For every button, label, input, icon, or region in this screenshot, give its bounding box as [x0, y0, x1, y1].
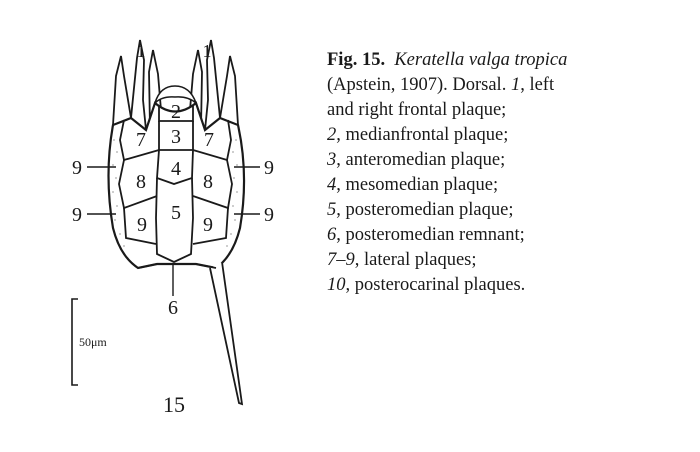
- caption-entry-text: , posteromedian plaque;: [336, 200, 514, 220]
- caption-entry: [327, 148, 697, 173]
- caption-entry-text: , posteromedian remnant;: [336, 225, 525, 245]
- keratella-lorica-diagram: [0, 0, 320, 452]
- caption-entry-num: 2: [327, 125, 337, 145]
- caption-entry: [327, 248, 697, 273]
- label-9-outer-left-lower: 9: [72, 204, 82, 226]
- caption-entry-text: , medianfrontal plaque;: [336, 125, 509, 145]
- caption-entry-text: , posterocarinal plaques.: [345, 275, 526, 295]
- label-9-outer-left-upper: 9: [72, 157, 82, 179]
- caption-entry-num: 6: [327, 225, 337, 245]
- label-9-outer-right-lower: 9: [264, 204, 274, 226]
- label-8-left: 8: [136, 171, 146, 193]
- caption-entry-text: and right frontal plaque;: [327, 100, 507, 120]
- caption-authority: (Apstein, 1907). Dorsal.: [327, 75, 507, 95]
- caption-entry: [327, 273, 697, 298]
- label-4: 4: [171, 158, 181, 180]
- label-1-left: 1: [136, 41, 146, 61]
- caption-entry-text: , anteromedian plaque;: [336, 150, 506, 170]
- caption-entry: [327, 198, 697, 223]
- caption-entry-text: , mesomedian plaque;: [336, 175, 499, 195]
- caption-entry-num: 7–9: [327, 250, 355, 270]
- caption-entry-num: 10: [327, 275, 346, 295]
- caption-species: Keratella valga tropica: [394, 50, 568, 70]
- figure-caption: [327, 48, 697, 298]
- label-9-outer-right-upper: 9: [264, 157, 274, 179]
- caption-entry: [327, 173, 697, 198]
- caption-entry-num: 5: [327, 200, 337, 220]
- caption-entry-num: 1: [510, 75, 521, 95]
- label-7-left: 7: [136, 129, 146, 151]
- label-8-right: 8: [203, 171, 213, 193]
- figure-number: 15: [163, 392, 185, 417]
- label-2: 2: [171, 101, 181, 123]
- label-3: 3: [171, 126, 181, 148]
- label-9-inner-right: 9: [203, 214, 213, 236]
- label-9-inner-left: 9: [137, 214, 147, 236]
- scale-bar: [72, 299, 107, 385]
- caption-entry-num: 3: [327, 150, 337, 170]
- caption-fig-label: Fig. 15.: [327, 50, 386, 70]
- label-6: 6: [168, 297, 178, 319]
- label-1-right: 1: [202, 41, 212, 61]
- caption-entry-num: 4: [327, 175, 337, 195]
- caption-line-1: [327, 48, 697, 73]
- caption-entry: [327, 223, 697, 248]
- caption-line-2: [327, 73, 697, 98]
- label-5: 5: [171, 202, 181, 224]
- caption-entry: [327, 98, 697, 123]
- caption-entry: [327, 123, 697, 148]
- caption-entry-text: , lateral plaques;: [354, 250, 477, 270]
- caption-entry-text: , left: [520, 75, 555, 95]
- label-7-right: 7: [204, 129, 214, 151]
- scale-bar-label: 50μm: [79, 335, 107, 349]
- posterior-spine: [210, 262, 242, 404]
